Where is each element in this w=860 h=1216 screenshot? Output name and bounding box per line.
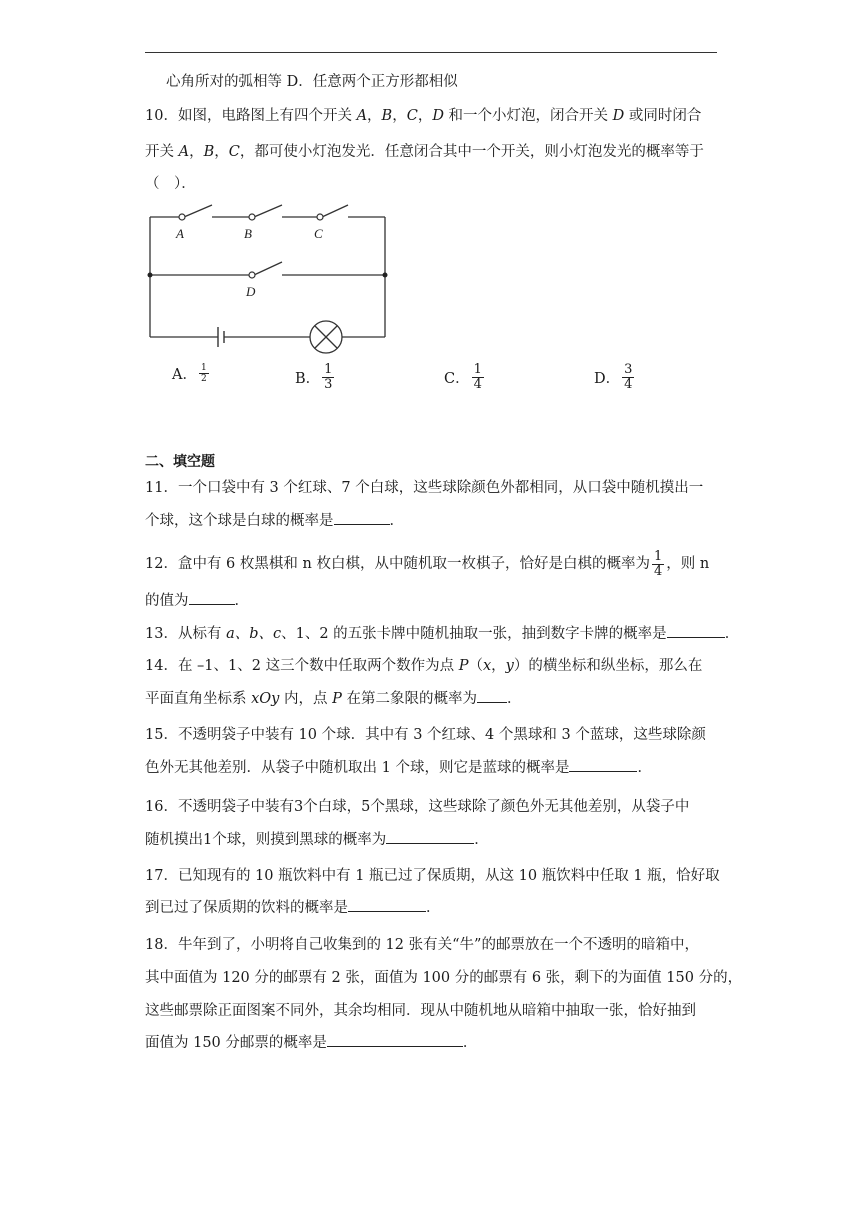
- q12-line-1: 12．盒中有 6 枚黑棋和 n 枚白棋，从中随机取一枚棋子，恰好是白棋的概率为 $\frac{1}{4}$ ，则 n: [145, 548, 710, 579]
- answer-blank[interactable]: [334, 511, 390, 525]
- fraction: $\frac{1}{3}$: [324, 362, 333, 392]
- q14-line-2: 平面直角坐标系 xOy 内，点 P 在第二象限的概率为 ．: [145, 691, 522, 707]
- q10-option-b[interactable]: B． $\frac{1}{3}$: [295, 362, 333, 392]
- q10-option-a[interactable]: A． $\frac{1}{2}$: [172, 363, 207, 384]
- fraction: $\frac{1}{4}$: [473, 362, 482, 392]
- q15-line-2: 色外无其他差别．从袋子中随机取出 1 个球，则它是蓝球的概率是 ．: [145, 760, 652, 776]
- q10-option-c[interactable]: C． $\frac{1}{4}$: [444, 362, 482, 392]
- q18-line-4: 面值为 150 分邮票的概率是 ．: [145, 1035, 478, 1051]
- answer-blank[interactable]: [327, 1033, 463, 1047]
- q11-line-1: 11．一个口袋中有 3 个红球、7 个白球，这些球除颜色外都相同，从口袋中随机摸出一: [145, 480, 704, 496]
- answer-blank[interactable]: [477, 689, 507, 703]
- q16-line-2: 随机摸出1个球，则摸到黑球的概率为 ．: [145, 832, 489, 848]
- switch-b-pivot: [249, 214, 255, 220]
- answer-blank[interactable]: [348, 898, 426, 912]
- circuit-diagram: [140, 200, 400, 360]
- previous-question-tail: 心角所对的弧相等 D．任意两个正方形都相似: [166, 74, 458, 90]
- q16-line-1: 16．不透明袋子中装有3个白球，5个黑球，这些球除了颜色外无其他差别，从袋子中: [145, 799, 690, 815]
- answer-blank[interactable]: [569, 758, 637, 772]
- q10-option-d[interactable]: D． $\frac{3}{4}$: [594, 362, 633, 392]
- header-rule: [145, 52, 717, 53]
- q18-line-2: 其中面值为 120 分的邮票有 2 张，面值为 100 分的邮票有 6 张，剩下的为面值 150 分的，: [145, 970, 743, 986]
- q12-line-2: 的值为 ．: [145, 593, 249, 609]
- switch-label-b: B: [244, 226, 252, 241]
- fraction: $\frac{3}{4}$: [624, 362, 633, 392]
- q18-line-3: 这些邮票除正面图案不同外，其余均相同．现从中随机地从暗箱中抽取一张，恰好抽到: [145, 1003, 696, 1019]
- answer-blank[interactable]: [189, 591, 235, 605]
- switch-label-d: D: [246, 284, 256, 299]
- q14-line-1: 14．在 –1、1、2 这三个数中任取两个数作为点 P（x，y）的横坐标和纵坐标，那么在: [145, 658, 703, 674]
- switch-a-pivot: [179, 214, 185, 220]
- junction-left: [148, 273, 153, 278]
- answer-blank[interactable]: [667, 624, 725, 638]
- switch-d-pivot: [249, 272, 255, 278]
- switch-c-pivot: [317, 214, 323, 220]
- switch-label-a: A: [176, 226, 184, 241]
- switch-label-c: C: [314, 226, 323, 241]
- junction-right: [383, 273, 388, 278]
- q10-line-2: 开关 A，B，C，都可使小灯泡发光．任意闭合其中一个开关，则小灯泡发光的概率等于: [145, 144, 704, 160]
- fraction: $\frac{1}{2}$: [200, 363, 207, 384]
- q18-line-1: 18．牛年到了，小明将自己收集到的 12 张有关“牛”的邮票放在一个不透明的暗箱中，: [145, 937, 699, 953]
- q10-line-3: （ ）．: [145, 176, 196, 192]
- answer-blank[interactable]: [386, 830, 474, 844]
- q10-line-1: 10．如图，电路图上有四个开关 A，B，C，D 和一个小灯泡，闭合开关 D 或同时闭合: [145, 108, 702, 124]
- fraction: $\frac{1}{4}$: [653, 548, 663, 579]
- q11-line-2: 个球，这个球是白球的概率是 ．: [145, 513, 404, 529]
- q13-line: 13．从标有 a、b、c、1、2 的五张卡牌中随机抽取一张，抽到数字卡牌的概率是 ．: [145, 626, 740, 642]
- q15-line-1: 15．不透明袋子中装有 10 个球．其中有 3 个红球、4 个黑球和 3 个蓝球，这些球除颜: [145, 727, 706, 743]
- q17-line-1: 17．已知现有的 10 瓶饮料中有 1 瓶已过了保质期，从这 10 瓶饮料中任取 1 瓶，恰好取: [145, 868, 720, 884]
- q17-line-2: 到已过了保质期的饮料的概率是 ．: [145, 900, 441, 916]
- section-heading: 二、填空题: [145, 454, 215, 470]
